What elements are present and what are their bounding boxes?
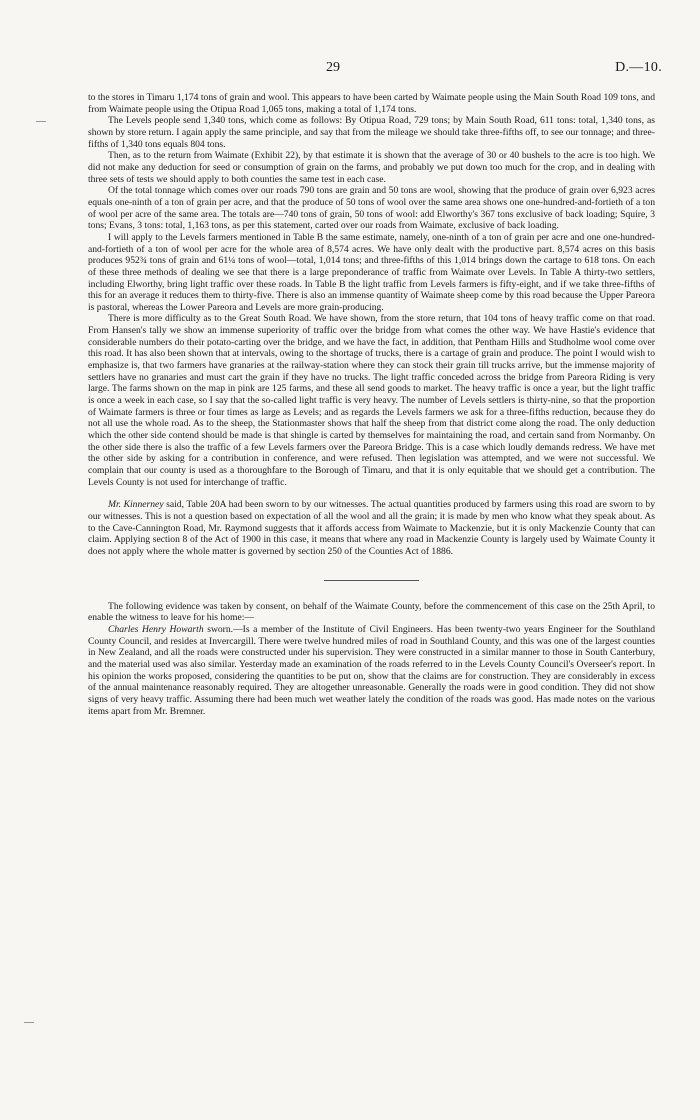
witness-statement: sworn.—Is a member of the Institute of Civil Engineers. Has been twenty-two years Engineer for the Southland County Council, and resides at Invercargill. There were twelve hundred miles of road in Southland County, and this was one of the largest counties in New Zealand, and all the roads were constructed under his supervision. They were constructed in a similar manner to those in South Canterbury, and the material used was also similar. Yesterday made an examination of the roads referred to in the Levels County Council's Overseer's report. In his opinion the works proposed, considering the quantities to be put on, show that the claims are for construction. They are considerably in excess of the annual maintenance reasonably required. They are altogether unreasonable. Generally the roads were in good condition. They did not show signs of very heavy traffic. Assuming there had been much wet weather lately the condition of the roads was good. Has made notes on the various items apart from Mr. Bremner. xyxy=(88,623,655,717)
speaker-name: Mr. Kinnerney xyxy=(108,499,164,511)
body-text xyxy=(88,92,655,717)
paragraph: Of the total tonnage which comes over our roads 790 tons are grain and 50 tons are wool, showing that the produce of grain over 6,923 acres equals one-ninth of a ton of grain per acre, and that the produce of 50 tons of wool over the same area shows one one-hundred-and-fortieth of a ton of wool per acre of the same area. The totals are—740 tons of grain, 50 tons of wool: add Elworthy's 367 tons exclusive of back loading; Squire, 3 tons; Evans, 3 tons: total, 1,163 tons, as per this statement, carted over our roads from Waimate, exclusive of back loading. xyxy=(88,185,655,232)
page-header xyxy=(0,60,700,80)
margin-mark xyxy=(36,121,46,122)
paragraph: The Levels people send 1,340 tons, which come as follows: By Otipua Road, 729 tons; by Main South Road, 611 tons: total, 1,340 tons, as shown by store return. I again apply the same principle, and say that from the mileage we should take three-fifths off, to see our tonnage; and three-fifths of 1,340 tons equals 804 tons. xyxy=(88,115,655,150)
paragraph: Then, as to the return from Waimate (Exhibit 22), by that estimate it is shown that the average of 30 or 40 bushels to the acre is too high. We did not make any deduction for seed or consumption of grain on the farms, and probably we put down too much for the crop, and in dealing with three sets of tests we should apply to both counties the same test in each case. xyxy=(88,150,655,185)
evidence-intro: The following evidence was taken by consent, on behalf of the Waimate County, before the commencement of this case on the 25th April, to enable the witness to leave for his home:— xyxy=(88,600,655,624)
kinnerney-paragraph xyxy=(88,499,655,557)
margin-mark xyxy=(24,1022,34,1023)
section-divider xyxy=(324,580,419,581)
witness-name: Charles Henry Howarth xyxy=(108,623,204,635)
paragraph: to the stores in Timaru 1,174 tons of grain and wool. This appears to have been carted by Waimate people using the Main South Road 109 tons, and from Waimate people using the Otipua Road 1,065 tons, making a total of 1,174 tons. xyxy=(88,92,655,115)
paragraph: There is more difficulty as to the Great South Road. We have shown, from the store return, that 104 tons of heavy traffic come on that road. From Hansen's tally we show an immense superiority of traffic over the bridge from what comes the other way. We have Hastie's evidence that considerable numbers do their potato-carting over the bridge, and we have the fact, in addition, that Pentham Hills and Studholme wool come over this road. It has also been shown that at intervals, owing to the shortage of trucks, there is a cartage of grain and produce. The point I would wish to emphasize is, that two farmers have granaries at the railway-station where they can stock their grain till trucks arrive, but the immense majority of settlers have no granaries and must cart the grain if they have no trucks. The light traffic conceded across the bridge from Pareora Riding is very large. The farms shown on the map in pink are 125 farms, and these all send goods to market. The heavy traffic is once a year, but the light traffic is once a week in each case, so I say that the so-called light traffic is very heavy. The number of Levels settlers is thirty-nine, so that the proportion of Waimate farmers is three or four times as large as Levels; and as regards the Levels farmers we ask for a three-fifths reduction, because they do not all use the whole road. As to the sheep, the Stationmaster shows that half the sheep from that district come along the road. The only deduction which the other side contend should be made is that shingle is carted by themselves for maintaining the road, and certain sand from Normanby. On the other side there is also the traffic of a few Levels farmers over the Pareora Bridge. This is a case which loudly demands redress. We have met the other side by asking for a contribution in conference, and were refused. Then legislation was attempted, and we were not successful. We complain that our county is used as a thoroughfare to the Borough of Timaru, and that it is only equitable that we should get a contribution. The Levels County is not used for interchange of traffic. xyxy=(88,313,655,488)
document-reference: D.—10. xyxy=(615,60,662,75)
page-number: 29 xyxy=(326,60,340,75)
speaker-statement: said, Table 20A had been sworn to by our witnesses. The actual quantities produced by farmers using this road are sworn to by our witnesses. This is not a question based on expectation of all the wool and all the grain; it is made by men who know what they speak about. As to the Cave-Cannington Road, Mr. Raymond suggests that it affords access from Waimate to Mackenzie, but it is only Mackenzie County that can claim. Applying section 8 of the Act of 1900 in this case, it means that where any road in Mackenzie County is largely used by Waimate County it does not apply where the whole matter is governed by section 250 of the Counties Act of 1886. xyxy=(88,499,655,557)
howarth-paragraph xyxy=(88,624,655,717)
paragraph: I will apply to the Levels farmers mentioned in Table B the same estimate, namely, one-ninth of a ton of grain per acre and one one-hundred-and-fortieth of a ton of wool per acre for the whole area of 8,574 acres. We have only dealt with the productive part. 8,574 acres on this basis produces 952¾ tons of grain and 61¼ tons of wool—total, 1,014 tons; and three-fifths of this 1,014 brings down the cartage to 618 tons. On each of these three methods of dealing we see that there is a large preponderance of traffic from Waimate over Levels. In Table A thirty-two settlers, including Elworthy, bring light traffic over these roads. In Table B the light traffic from Levels farmers is fifty-eight, and if we take three-fifths of this for an average it reduces them to thirty-five. There is also an immense quantity of Waimate sheep come by this road because the Upper Pareora is pastoral, whereas the Lower Pareora and Levels are more grain-producing. xyxy=(88,231,655,313)
